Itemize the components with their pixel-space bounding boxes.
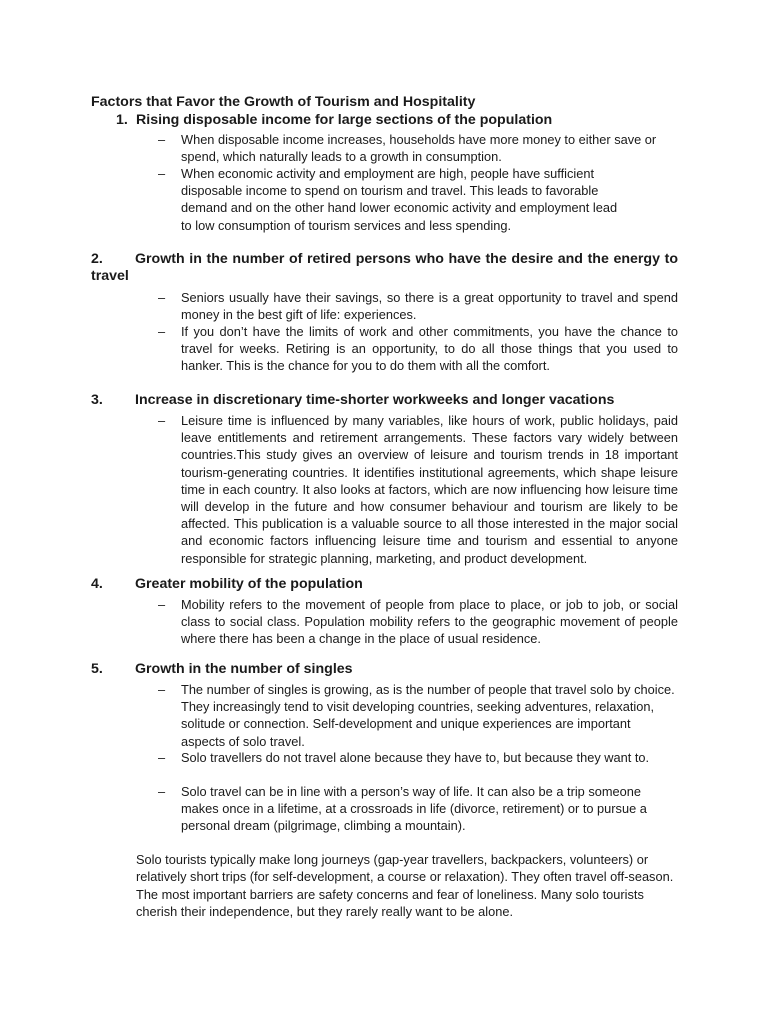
section-4-bullet-1 — [158, 596, 678, 648]
bullet-dash: – — [158, 290, 166, 305]
section-1-bullet-1 — [158, 131, 678, 165]
section-4-number: 4. — [91, 576, 103, 592]
bullet-text: Leisure time is influenced by many variables, like hours of work, public holidays, paid leave entitlements and retirement arrangements. These factors vary widely between countries.This study gives an overview of leisure and tourism trends in 18 important tourism-generating countries. It identifies institutional agreements, which shape leisure time in each country. It also looks at factors, which are now influencing how leisure time will develop in the future and how consumer behaviour and tourism are likely to be affected. This publication is a valuable source to all those interested in the major social and economic factors influencing leisure time and tourism and essential to anyone responsible for strategic planning, marketing, and product development. — [181, 413, 678, 566]
section-5-bullet-1 — [158, 681, 678, 750]
section-5-bullet-2 — [158, 749, 678, 766]
bullet-dash: – — [158, 682, 166, 697]
section-3-bullet-1 — [158, 412, 678, 567]
bullet-dash: – — [158, 413, 166, 428]
section-1-title: Rising disposable income for large sections of the population — [136, 112, 553, 128]
bullet-text: Solo travellers do not travel alone because they have to, but because they want to. — [181, 750, 650, 765]
bullet-dash: – — [158, 132, 166, 147]
section-5-bullet-3 — [158, 783, 678, 835]
section-4-title: Greater mobility of the population — [135, 576, 363, 592]
section-5-number: 5. — [91, 661, 103, 677]
bullet-dash: – — [158, 166, 166, 181]
section-4-heading — [91, 576, 681, 593]
section-2-title: Growth in the number of retired persons who have the desire and the energy to travel — [91, 251, 678, 284]
section-2-bullet-2 — [158, 323, 678, 375]
section-2-number: 2. — [91, 251, 103, 267]
document-title: Factors that Favor the Growth of Tourism and Hospitality — [91, 94, 476, 110]
bullet-text: Seniors usually have their savings, so there is a great opportunity to travel and spend money in the best gift of life: experiences. — [181, 290, 678, 323]
bullet-text: When economic activity and employment are high, people have sufficient disposable income to spend on tourism and travel. This leads to favorable demand and on the other hand lower economic activity and employment lead to low consumption of tourism services and less spending. — [181, 166, 618, 233]
closing-paragraph: Solo tourists typically make long journeys (gap-year travellers, backpackers, volunteers) or relatively short trips (for self-development, a course or relaxation). They often travel off-season. The most important barriers are safety concerns and fear of loneliness. Many solo tourists cherish their independence, but they rarely really want to be alone. — [136, 852, 674, 919]
bullet-text: If you don’t have the limits of work and other commitments, you have the chance to travel for weeks. Retiring is an opportunity, to do all those things that you used to hanker. This is the chance for you to do them with all the comfort. — [181, 324, 678, 374]
section-2-heading — [91, 251, 678, 285]
section-1-heading — [116, 112, 686, 129]
section-3-heading — [91, 392, 681, 409]
section-3-number: 3. — [91, 392, 103, 408]
bullet-dash: – — [158, 750, 166, 765]
section-5-heading — [91, 661, 681, 678]
bullet-dash: – — [158, 597, 166, 612]
bullet-text: The number of singles is growing, as is the number of people that travel solo by choice. They increasingly tend to visit developing countries, seeking adventures, relaxation, solitude or connection. Self-development and unique experiences are important aspects of solo travel. — [181, 682, 675, 749]
bullet-dash: – — [158, 324, 166, 339]
section-1-number: 1. — [116, 112, 128, 128]
bullet-text: Mobility refers to the movement of people from place to place, or job to job, or social class to social class. Population mobility refers to the geographic movement of people where there has been a change in the place of usual residence. — [181, 597, 678, 647]
section-5-title: Growth in the number of singles — [135, 661, 353, 677]
bullet-text: Solo travel can be in line with a person’s way of life. It can also be a trip someone makes once in a lifetime, at a crossroads in life (divorce, retirement) or to pursue a personal dream (pilgrimage, climbing a mountain). — [181, 784, 647, 834]
section-1-bullet-2 — [158, 165, 621, 234]
section-2-bullet-1 — [158, 289, 678, 323]
section-3-title: Increase in discretionary time-shorter workweeks and longer vacations — [135, 392, 615, 408]
bullet-text: When disposable income increases, households have more money to either save or spend, which naturally leads to a growth in consumption. — [181, 132, 657, 165]
bullet-dash: – — [158, 784, 166, 799]
